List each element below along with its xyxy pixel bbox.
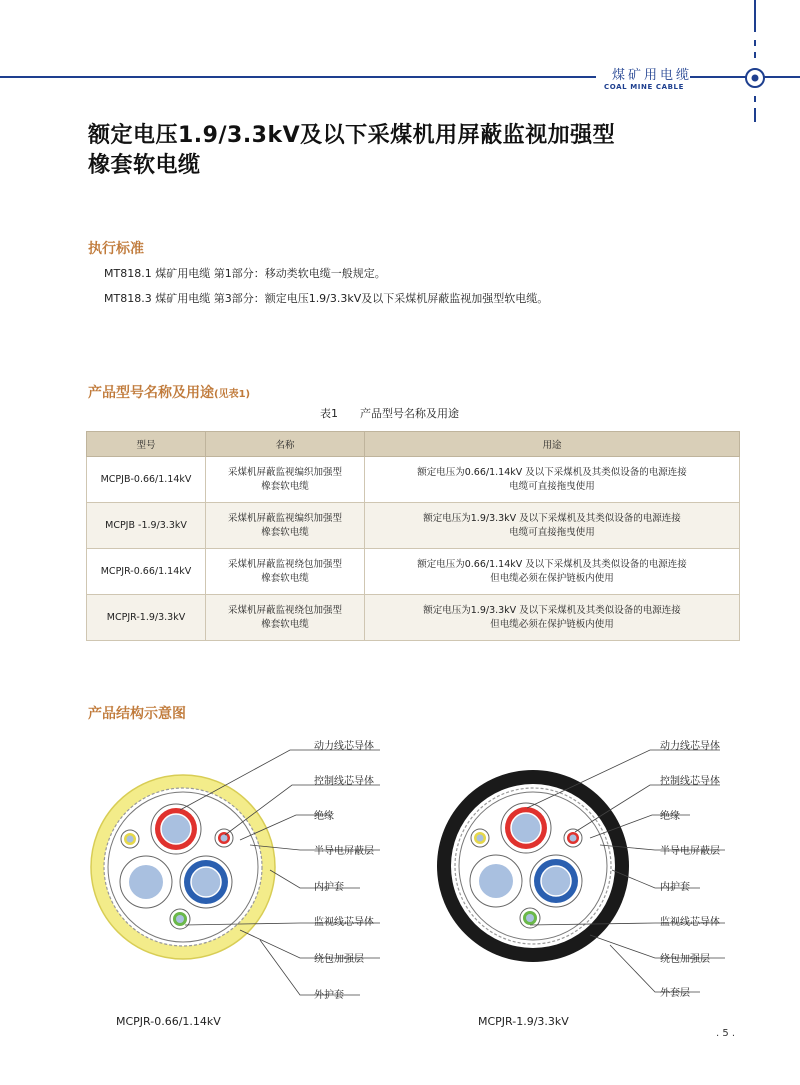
structure-label-left: 内护套 <box>314 882 344 893</box>
brand-title-en: COAL MINE CABLE <box>604 83 684 91</box>
cell-model: MCPJR-1.9/3.3kV <box>87 595 206 641</box>
cell-name <box>206 595 365 641</box>
cell-use-line: 但电缆必须在保护链板内使用 <box>490 618 614 630</box>
table-row <box>87 549 740 595</box>
structure-label-left: 绝缘 <box>314 811 334 822</box>
target-circle-icon <box>744 67 766 89</box>
models-heading-note: (见表1) <box>214 389 251 400</box>
cell-use <box>365 549 740 595</box>
structure-label-right: 内护套 <box>660 882 690 893</box>
header-vertical-dash <box>754 52 756 58</box>
cell-name-line: 采煤机屏蔽监视绕包加强型 <box>227 604 342 616</box>
cell-use-line: 但电缆必须在保护链板内使用 <box>490 572 614 584</box>
page-number: . 5 . <box>716 1028 736 1039</box>
structure-label-left: 半导电屏蔽层 <box>314 846 374 857</box>
cell-use-line: 额定电压为0.66/1.14kV 及以下采煤机及其类似设备的电源连接 <box>417 466 687 478</box>
cell-name-line: 橡套软电缆 <box>261 618 309 630</box>
cell-name-line: 采煤机屏蔽监视绕包加强型 <box>227 558 342 570</box>
cell-name-line: 橡套软电缆 <box>261 572 309 584</box>
structure-label-left: 监视线芯导体 <box>314 917 374 928</box>
structure-label-right: 绝缘 <box>660 811 680 822</box>
cell-model: MCPJR-0.66/1.14kV <box>87 549 206 595</box>
structure-label-left: 控制线芯导体 <box>314 776 374 787</box>
diagram-model-left: MCPJR-0.66/1.14kV <box>116 1015 221 1028</box>
column-header-use: 用途 <box>365 432 740 457</box>
brand-title-cn: 煤矿用电缆 <box>612 68 693 83</box>
cell-use <box>365 457 740 503</box>
product-table <box>86 431 740 641</box>
models-heading-text: 产品型号名称及用途 <box>88 385 214 401</box>
structure-label-right: 控制线芯导体 <box>660 776 720 787</box>
standard-item: MT818.3 煤矿用电缆 第3部分：额定电压1.9/3.3kV及以下采煤机屏蔽监视加强型软电缆。 <box>104 292 549 305</box>
header-horizontal-line <box>0 76 596 78</box>
cell-name-line: 采煤机屏蔽监视编织加强型 <box>227 466 342 478</box>
cell-name <box>206 457 365 503</box>
page-title-line1: 额定电压1.9/3.3kV及以下采煤机用屏蔽监视加强型 <box>88 123 616 148</box>
standards-heading: 执行标准 <box>88 241 144 257</box>
structure-label-right: 半导电屏蔽层 <box>660 846 720 857</box>
table-row <box>87 503 740 549</box>
cell-use-line: 电缆可直接拖曳使用 <box>509 480 595 492</box>
standard-item: MT818.1 煤矿用电缆 第1部分：移动类软电缆一般规定。 <box>104 267 386 280</box>
table-header-row <box>87 432 740 457</box>
cell-name <box>206 503 365 549</box>
cell-use-line: 额定电压为0.66/1.14kV 及以下采煤机及其类似设备的电源连接 <box>417 558 687 570</box>
column-header-name: 名称 <box>206 432 365 457</box>
cell-name <box>206 549 365 595</box>
page-title-line2: 橡套软电缆 <box>88 153 201 178</box>
table-caption: 表1 产品型号名称及用途 <box>320 407 459 420</box>
cell-use-line: 额定电压为1.9/3.3kV 及以下采煤机及其类似设备的电源连接 <box>423 512 681 524</box>
structure-label-right: 监视线芯导体 <box>660 917 720 928</box>
structure-label-left: 绕包加强层 <box>314 954 364 965</box>
structure-label-right: 外套层 <box>660 988 690 999</box>
structure-label-right: 动力线芯导体 <box>660 741 720 752</box>
structure-label-right: 绕包加强层 <box>660 954 710 965</box>
structure-label-left: 动力线芯导体 <box>314 741 374 752</box>
diagram-model-right: MCPJR-1.9/3.3kV <box>478 1015 569 1028</box>
cell-name-line: 橡套软电缆 <box>261 480 309 492</box>
structure-label-left: 外护套 <box>314 990 344 1001</box>
models-heading <box>88 382 250 402</box>
header-vertical-dash <box>754 96 756 102</box>
header-vertical-dash <box>754 40 756 46</box>
cell-use-line: 电缆可直接拖曳使用 <box>509 526 595 538</box>
table-row <box>87 457 740 503</box>
cell-name-line: 橡套软电缆 <box>261 526 309 538</box>
cell-name-line: 采煤机屏蔽监视编织加强型 <box>227 512 342 524</box>
column-header-model: 型号 <box>87 432 206 457</box>
structure-heading: 产品结构示意图 <box>88 706 186 722</box>
header-vertical-line-top <box>754 0 756 32</box>
cell-model: MCPJB-0.66/1.14kV <box>87 457 206 503</box>
cell-use <box>365 595 740 641</box>
cell-use <box>365 503 740 549</box>
cell-model: MCPJB -1.9/3.3kV <box>87 503 206 549</box>
table-row <box>87 595 740 641</box>
header-vertical-line-bottom <box>754 108 756 122</box>
cell-use-line: 额定电压为1.9/3.3kV 及以下采煤机及其类似设备的电源连接 <box>423 604 681 616</box>
